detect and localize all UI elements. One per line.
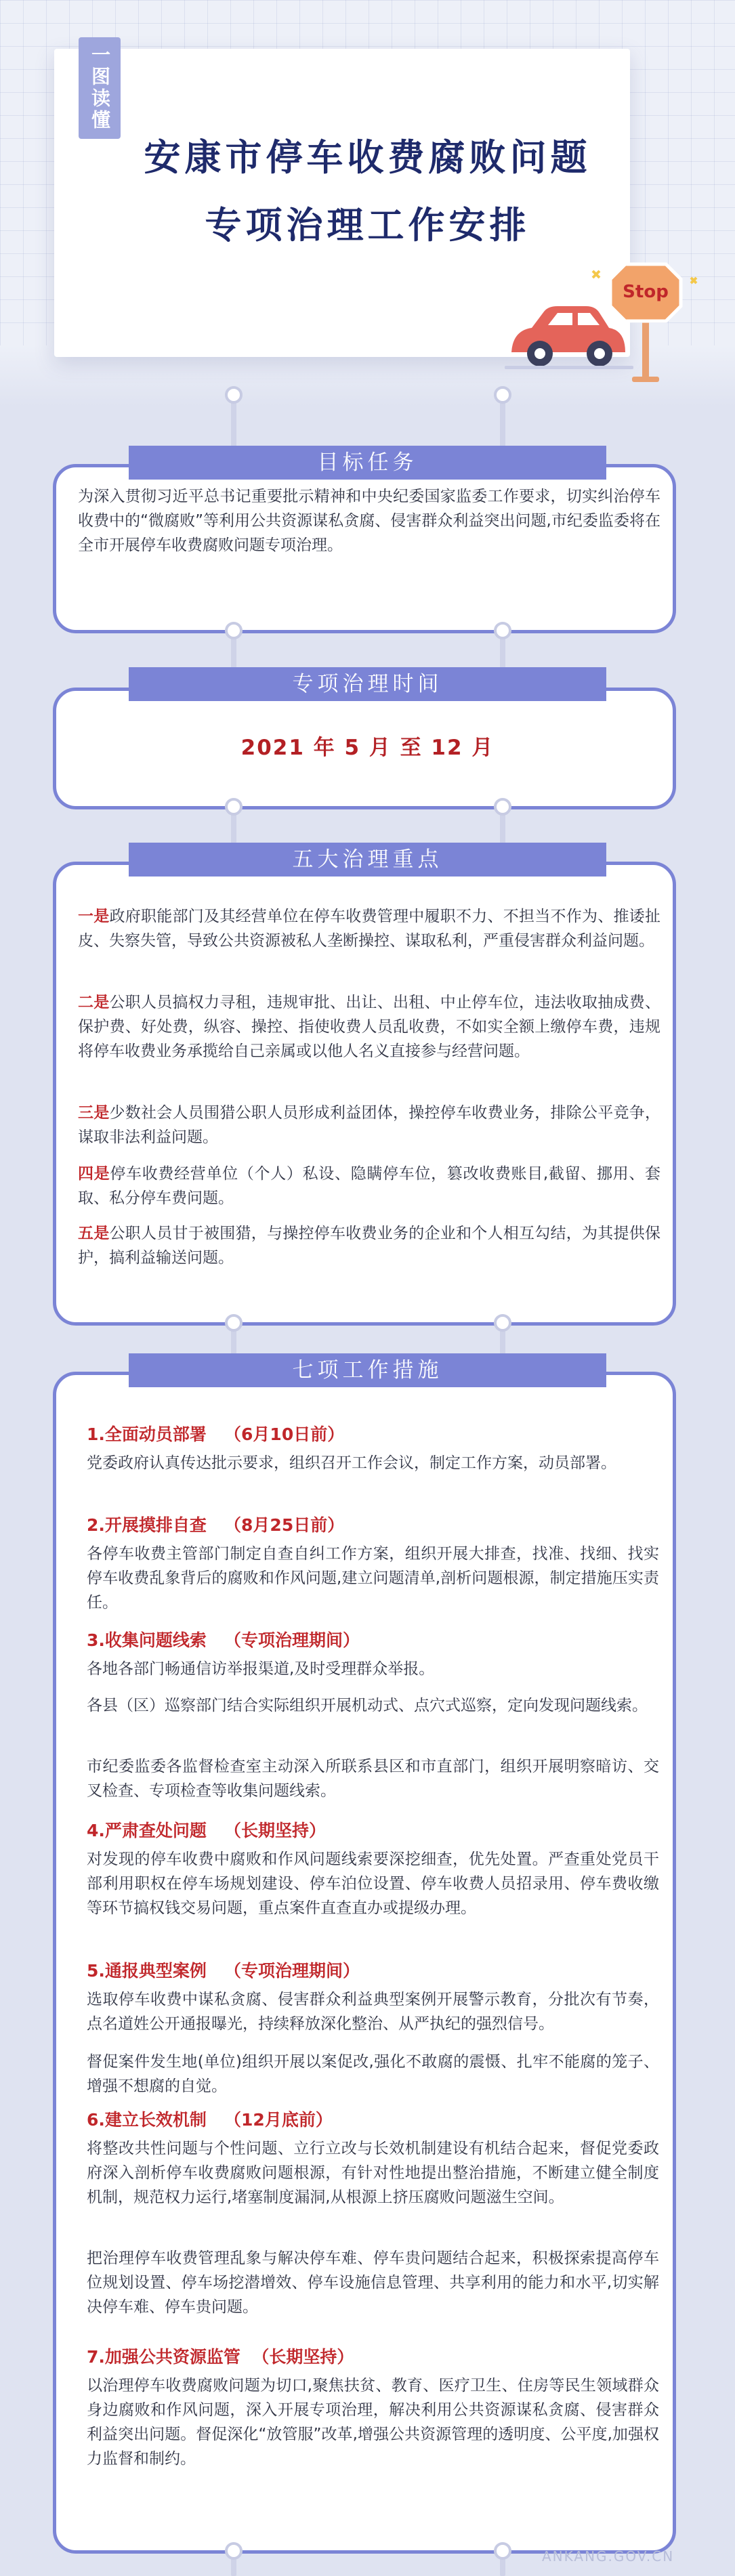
focus-item xyxy=(78,1221,660,1270)
focus-item-lead: 一是 xyxy=(78,908,110,925)
focus-item xyxy=(78,990,660,1063)
measure-title xyxy=(87,1627,360,1651)
connector-ring xyxy=(494,2542,511,2560)
measure-title-text: 2.开展摸排自查 xyxy=(87,1515,207,1535)
connector-ring xyxy=(494,622,511,639)
page-title-line-1: 安康市停车收费腐败问题 xyxy=(144,136,591,179)
connector-ring xyxy=(225,2542,243,2560)
car-icon xyxy=(498,251,715,393)
connector-ring xyxy=(494,798,511,816)
measure-text: 督促案件发生地(单位)组织开展以案促改,强化不敢腐的震慑、扎牢不能腐的笼子、增强不想腐的自觉。 xyxy=(87,2053,659,2095)
measure-text: 选取停车收费中谋私贪腐、侵害群众利益典型案例开展警示教育，分批次有节奏，点名道姓公开通报曝光，持续释放深化整治、从严执纪的强烈信号。 xyxy=(87,1991,659,2033)
focus-item-lead: 四是 xyxy=(78,1165,110,1183)
measure-text: 把治理停车收费管理乱象与解决停车难、停车贵问题结合起来，积极探索提高停车位规划设置、停车场挖潜增效、停车设施信息管理、共享利用的能力和水平,切实解决停车难、停车贵问题。 xyxy=(87,2250,659,2316)
measure-time: （6月10日前） xyxy=(224,1424,345,1444)
measure-time: （长期坚持） xyxy=(224,1821,327,1840)
focus-item xyxy=(78,1162,660,1210)
measure-text: 市纪委监委各监督检查室主动深入所联系县区和市直部门，组织开展明察暗访、交叉检查、专项检查等收集问题线索。 xyxy=(87,1758,659,1800)
measure-time: （8月25日前） xyxy=(224,1515,345,1535)
stop-sign-text: Stop xyxy=(623,282,669,302)
focus-item-text: 少数社会人员围猎公职人员形成利益团体，操控停车收费业务，排除公平竞争，谋取非法利益问题。 xyxy=(78,1104,660,1146)
measure-title xyxy=(87,1512,344,1536)
measure-title-text: 6.建立长效机制 xyxy=(87,2110,207,2130)
measure-text: 各停车收费主管部门制定自查自纠工作方案，组织开展大排查，找准、找细、找实停车收费乱象背后的腐败和作风问题,建立问题清单,剖析问题根源，制定措施压实责任。 xyxy=(87,1545,659,1611)
period-dates: 2021 年 5 月 至 12 月 xyxy=(240,736,495,760)
connector-stem xyxy=(231,396,236,450)
ribbon-tag: 一图读懂 xyxy=(79,37,121,139)
target-text: 为深入贯彻习近平总书记重要批示精神和中央纪委国家监委工作要求，切实纠治停车收费中的“微腐败”等利用公共资源谋私贪腐、侵害群众利益突出问题,市纪委监委将在全市开展停车收费腐败问题专项治理。 xyxy=(78,488,660,554)
connector-ring xyxy=(225,1314,243,1332)
measure-title xyxy=(87,2344,354,2368)
focus-item-lead: 五是 xyxy=(78,1225,110,1242)
measure-text: 党委政府认真传达批示要求，组织召开工作会议，制定工作方案，动员部署。 xyxy=(87,1454,616,1472)
measure-time: （专项治理期间） xyxy=(224,1961,360,1981)
measure-title xyxy=(87,1817,326,1842)
measure-text: 各地各部门畅通信访举报渠道,及时受理群众举报。 xyxy=(87,1660,435,1678)
measure-title xyxy=(87,1958,360,1982)
measure-title-text: 4.严肃查处问题 xyxy=(87,1821,207,1840)
connector-ring xyxy=(225,798,243,816)
measure-title-text: 5.通报典型案例 xyxy=(87,1961,207,1981)
measure-text: 各县（区）巡察部门结合实际组织开展机动式、点穴式巡察，定向发现问题线索。 xyxy=(87,1697,648,1714)
measure-text: 将整改共性问题与个性问题、立行立改与长效机制建设有机结合起来，督促党委政府深入剖析停车收费腐败问题根源，有针对性地提出整治措施，不断建立健全制度机制，规范权力运行,堵塞制度漏洞,从根源上挤压腐败问题滋生空间。 xyxy=(87,2140,659,2206)
measure-title-text: 1.全面动员部署 xyxy=(87,1424,207,1444)
measure-title-text: 7.加强公共资源监管 xyxy=(87,2347,240,2367)
focus-item-text: 停车收费经营单位（个人）私设、隐瞒停车位，篡改收费账目,截留、挪用、套取、私分停车费问题。 xyxy=(78,1165,661,1207)
watermark: ANKANG.GOV.CN xyxy=(542,2548,675,2564)
measure-time: （长期坚持） xyxy=(252,2347,354,2367)
focus-item-lead: 三是 xyxy=(78,1104,110,1122)
stop-car-illustration xyxy=(498,251,715,393)
measure-time: （12月底前） xyxy=(224,2110,333,2130)
measure-text: 以治理停车收费腐败问题为切口,聚焦扶贫、教育、医疗卫生、住房等民生领域群众身边腐败和作风问题，深入开展专项治理，解决利用公共资源谋私贪腐、侵害群众利益突出问题。督促深化“放管服”改革,增强公共资源管理的透明度、公平度,加强权力监督和制约。 xyxy=(87,2377,659,2468)
focus-item xyxy=(78,1101,660,1149)
section-label-focus: 五大治理重点 xyxy=(129,843,606,877)
measure-time: （专项治理期间） xyxy=(224,1630,360,1650)
section-label-measures: 七项工作措施 xyxy=(129,1353,606,1387)
focus-item-lead: 二是 xyxy=(78,994,110,1011)
focus-item-text: 公职人员搞权力寻租，违规审批、出让、出租、中止停车位，违法收取抽成费、保护费、好处费，纵容、操控、指使收费人员乱收费，不如实全额上缴停车费，违规将停车收费业务承揽给自己亲属或以他人名义直接参与经营问题。 xyxy=(78,994,660,1060)
page-title-line-2: 专项治理工作安排 xyxy=(205,204,530,247)
focus-item xyxy=(78,904,660,953)
measure-title xyxy=(87,1421,344,1445)
section-label-target: 目标任务 xyxy=(129,446,606,480)
section-label-period: 专项治理时间 xyxy=(129,667,606,701)
focus-item-text: 政府职能部门及其经营单位在停车收费管理中履职不力、不担当不作为、推诿扯皮、失察失管，导致公共资源被私人垄断操控、谋取私利，严重侵害群众利益问题。 xyxy=(78,908,660,950)
connector-ring xyxy=(225,386,243,404)
focus-item-text: 公职人员甘于被围猎，与操控停车收费业务的企业和个人相互勾结，为其提供保护，搞利益输送问题。 xyxy=(78,1225,660,1267)
measure-text: 对发现的停车收费中腐败和作风问题线索要深挖细查，优先处置。严查重处党员干部利用职权在停车场规划建设、停车泊位设置、停车收费人员招录用、停车费收缴等环节搞权钱交易问题，重点案件直查直办或提级办理。 xyxy=(87,1851,659,1917)
measure-title xyxy=(87,2107,333,2131)
measure-title-text: 3.收集问题线索 xyxy=(87,1630,207,1650)
connector-ring xyxy=(225,622,243,639)
connector-ring xyxy=(494,1314,511,1332)
connector-stem xyxy=(500,396,505,450)
connector-ring xyxy=(494,386,511,404)
